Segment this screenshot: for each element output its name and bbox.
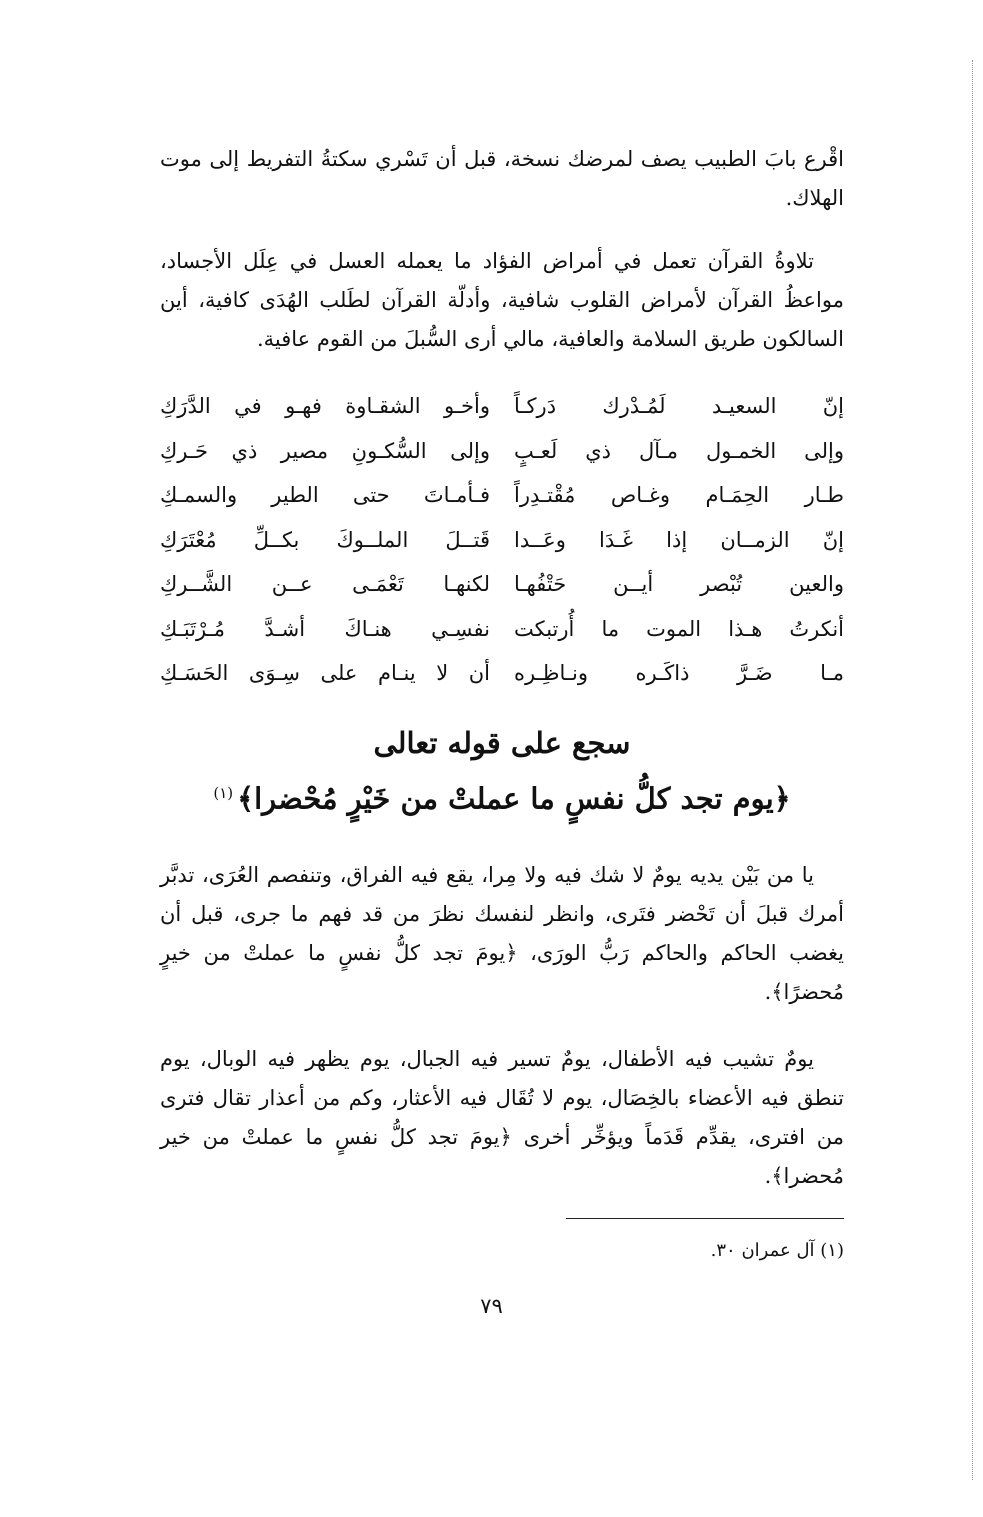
poem-second-hemistich: وأخـو الشقـاوة فهـو في الدَّرَكِ: [160, 394, 490, 419]
paragraph-3: [160, 856, 844, 1012]
poem-first-hemistich: إنّ الزمــان إذا غَـدَا وعَــدا: [514, 527, 844, 552]
paragraph-2: [160, 242, 844, 359]
poem-couplet: [160, 607, 844, 652]
poem-second-hemistich: وإلى السُّكـونِ مصير ذي حَـركِ: [160, 438, 490, 463]
poem: [160, 384, 844, 696]
poem-couplet: [160, 518, 844, 563]
poem-second-hemistich: قَتــلَ الملــوكَ بكــلِّ مُعْتَرَكِ: [160, 527, 490, 552]
poem-couplet: [160, 384, 844, 429]
poem-first-hemistich: وإلى الخمـول مـآل ذي لَعـبٍ: [514, 438, 844, 463]
poem-first-hemistich: مـا ضَـرَّ ذاكَـره ونـاظِـره: [514, 661, 844, 686]
poem-second-hemistich: نفسِـي هنـاكَ أشـدَّ مُـرْتَبَـكِ: [160, 616, 490, 641]
poem-couplet: [160, 651, 844, 696]
poem-couplet: [160, 562, 844, 607]
poem-second-hemistich: فـأمـاتَ حتى الطير والسمـكِ: [160, 483, 490, 508]
paragraph-4: [160, 1040, 844, 1196]
poem-couplet: [160, 429, 844, 474]
page-number: ٧٩: [480, 1294, 503, 1318]
footnote-reference: (١): [213, 784, 234, 802]
poem-first-hemistich: إنّ السعيـد لَمُـدْرك دَركـاً: [514, 394, 844, 419]
page-edge-line: [972, 60, 973, 1480]
poem-first-hemistich: طـار الحِمَـام وغـاص مُقْتـدِراً: [514, 483, 844, 508]
footnote-divider: [566, 1218, 844, 1219]
section-heading-line-1: سجع على قوله تعالى: [373, 726, 631, 760]
section-heading-line-2: [160, 768, 844, 824]
paragraph-3-text: يا من بَيْن يديه يومٌ لا شك فيه ولا مِرا، يقع فيه الفراق، وتنفصم العُرَى، تدبَّر أمرك قبلَ أن تَحْضر فتَرى، وانظر لنفسك نظرَ من قد فهم ما جرى، قبل أن يغضب الحاكم والحاكم رَبُّ الورَى، ﴿يومَ تجد كلُّ نفسٍ ما عملتْ من خيرٍ مُحضرًا﴾.: [160, 863, 844, 1004]
poem-first-hemistich: أنكرتُ هـذا الموت ما أُرتبكت: [514, 616, 844, 641]
footnote: (١) آل عمران ٣٠.: [710, 1240, 844, 1261]
section-heading-verse: ﴿يوم تجد كلُّ نفسٍ ما عملتْ من خَيْرٍ مُحْضرا﴾: [237, 781, 791, 816]
poem-second-hemistich: لكنهـا تَعْمَـى عــن الشَّــركِ: [160, 572, 490, 597]
poem-second-hemistich: أن لا ينـام على سِـوَى الحَسَـكِ: [160, 661, 490, 686]
paragraph-1: [160, 140, 844, 218]
paragraph-4-text: يومٌ تشيب فيه الأطفال، يومٌ تسير فيه الجبال، يوم يظهر فيه الوبال، يوم تنطق فيه الأعضاء بالخِصَال، يوم لا تُقَال فيه الأعثار، وكم من أعذار تقال فترى من افترى، يقدِّم قَدَماً ويؤخِّر أخرى ﴿يومَ تجد كلُّ نفسٍ ما عملتْ من خير مُحضرا﴾.: [160, 1047, 844, 1188]
paragraph-1-text: اقْرع بابَ الطبيب يصف لمرضك نسخة، قبل أن تَسْري سكتةُ التفريط إلى موت الهلاك.: [160, 147, 844, 210]
section-heading: [160, 718, 844, 824]
paragraph-2-text: تلاوةُ القرآن تعمل في أمراض الفؤاد ما يعمله العسل في عِلَل الأجساد، مواعظُ القرآن لأمراض القلوب شافية، وأدلّة القرآن لطَلب الهُدَى كافية، أين السالكون طريق السلامة والعافية، مالي أرى السُّبلَ من القوم عافية.: [160, 249, 844, 351]
poem-couplet: [160, 473, 844, 518]
poem-first-hemistich: والعين تُبْصر أيــن حَتْفُهـا: [514, 572, 844, 597]
